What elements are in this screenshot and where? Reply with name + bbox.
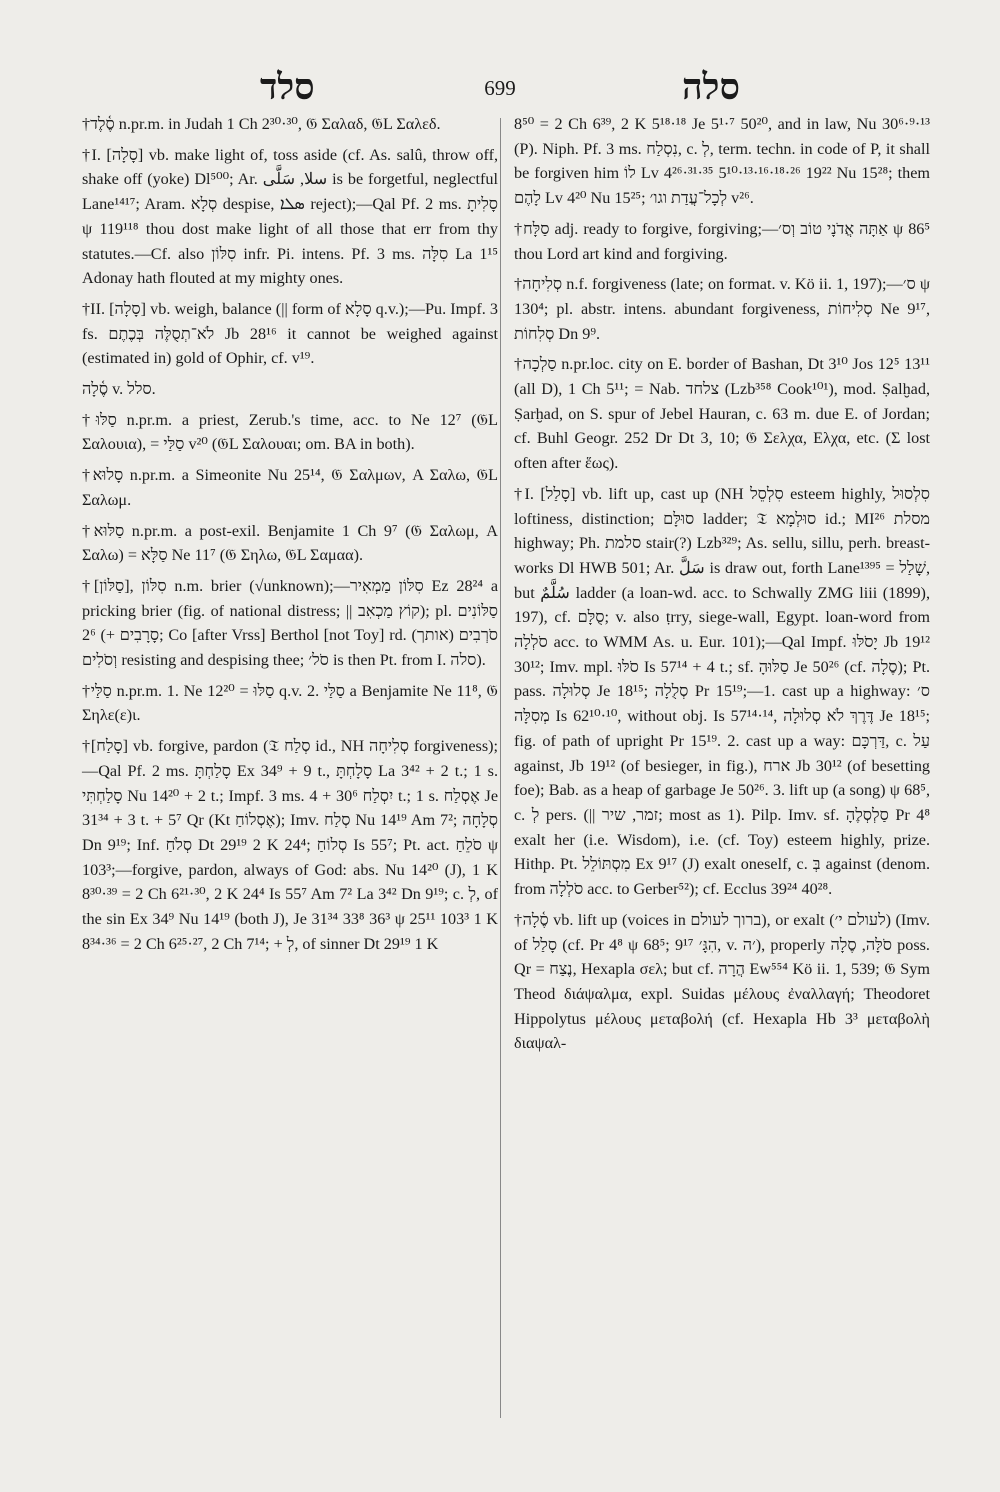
entry-text: †I. [סָלָה] vb. make light of, toss aside (cf. As. salû, throw off, shake off (yoke) Dl⁵⁰⁰; Ar. سلا, سَلَّى is be forgetful, neglectful Lane¹⁴¹⁷; Aram. סְלָא despise, ܣܠܐ reject);—Qal Pf. 2 ms. סָלִיתָ ψ 119¹¹⁸ thou dost make light of all those that err from thy statutes.—Cf. also סִלּוֹן infr. Pi. intens. Pf. 3 ms. סִלָּה La 1¹⁵ Adonay hath flouted at my mighty ones. — [82, 145, 499, 288]
lexicon-entry — [514, 272, 930, 346]
right-column — [514, 112, 930, 1062]
right-running-head: סלה — [681, 67, 740, 107]
column-divider — [500, 118, 501, 1418]
lexicon-entry — [82, 519, 498, 568]
lexicon-entry — [514, 352, 930, 476]
entry-text: סֶ֫לָה v. סלל. — [82, 380, 156, 399]
entry-text: †סְלִיחָה n.f. forgiveness (late; on format. v. Kö ii. 1, 197);—ס׳ ψ 130⁴; pl. abstr. intens. abundant forgiveness, סְלִיחוֹת Ne 9¹⁷, סְלִחוֹת Dn 9⁹. — [514, 275, 931, 343]
lexicon-entry — [82, 377, 498, 402]
entry-text: 8⁵⁰ = 2 Ch 6³⁹, 2 K 5¹⁸·¹⁸ Je 5¹·⁷ 50²⁰, and in law, Nu 30⁶·⁹·¹³ (P). Niph. Pf. 3 ms. נִסְלַח, c. לְ, term. techn. in code of P, it shall be forgiven him לוֹ Lv 4²⁶·³¹·³⁵ 5¹⁰·¹³·¹⁶·¹⁸·²⁶ 19²² Nu 15²⁸; them לָהֶם Lv 4²⁰ Nu 15²⁵; לְכָל־עֲדַת וגו׳ v²⁶. — [514, 115, 930, 208]
entry-text: †II. [סָלָה] vb. weigh, balance (|| form of סָלָא q.v.);—Pu. Impf. 3 fs. לֹא־תְסֻלֶּה בְּכֶתֶם Jb 28¹⁶ it cannot be weighed against (estimated in) gold of Ophir, cf. v¹⁹. — [82, 299, 498, 368]
entry-text: †סַלּוּ n.pr.m. a priest, Zerub.'s time, acc. to Ne 12⁷ (𝔊L Σαλουια), = סַלַּי v²⁰ (𝔊L Σαλουαι; om. BA in both). — [82, 410, 499, 454]
page-number: 699 — [484, 76, 516, 100]
lexicon-entry — [82, 463, 498, 512]
lexicon-entry — [82, 112, 498, 137]
lexicon-entry — [514, 112, 930, 211]
lexicon-entry — [514, 217, 930, 266]
left-running-head: סלד — [260, 67, 315, 107]
left-column — [82, 112, 498, 963]
lexicon-entry — [514, 908, 930, 1056]
entry-text: †סַלָּח adj. ready to forgive, forgiving;—אַתָּה אֲדֹנָי טוֹב וְס׳ ψ 86⁵ thou Lord art kind and forgiving. — [514, 219, 931, 263]
lexicon-entry — [514, 482, 930, 902]
lexicon-entry — [82, 679, 498, 728]
lexicon-entry — [82, 408, 498, 457]
entry-text: †סֶ֫לֶד n.pr.m. in Judah 1 Ch 2³⁰·³⁰, 𝔊 Σαλαδ, 𝔊L Σαλεδ. — [82, 115, 441, 133]
lexicon-entry — [82, 574, 498, 673]
page-header — [70, 66, 930, 116]
entry-text: †[סַלּוֹן], סִלּוֹן n.m. brier (√unknown);—סִלּוֹן מַמְאִיר Ez 28²⁴ a pricking brier (fig. of national distress; || קוֹץ מַכְאִב); pl. סַלּוֹנִים 2⁶ (+ סָרָבִים; Co [after Vrss] Berthol [not Toy] rd. (אותך) סֹרְבִים וְסֹלִים resisting and despising thee; סֹל׳ is then Pt. from I. סלה). — [82, 576, 499, 670]
entry-text: †[סָלַח] vb. forgive, pardon (𝔗 סְלַח id., NH סְלִיחָה forgiveness);—Qal Pf. 2 ms. סָלַחְתָּ Ex 34⁹ + 9 t., סָלָחְתָּ La 3⁴² + 2 t.; 1 s. סָלַחְתִּי Nu 14²⁰ + 2 t.; Impf. 3 ms. יִסְלַח 30⁶ + 4 t.; 1 s. אֶסְלַח Je 31³⁴ + 3 t. + 5⁷ Qr (Kt אֶסְלוֹחַ); Imv. סְלַח Nu 14¹⁹ Am 7²; סְלָחָה Dn 9¹⁹; Inf. סְלֹחַ Dt 29¹⁹ 2 K 24⁴; סְלוֹחַ Is 55⁷; Pt. act. סֹלֵחַ ψ 103³;—forgive, pardon, always of God: abs. Nu 14²⁰ (J), 1 K 8³⁰·³⁹ = 2 Ch 6²¹·³⁰, 2 K 24⁴ Is 55⁷ Am 7² La 3⁴² Dn 9¹⁹; c. לְ, of the sin Ex 34⁹ Nu 14¹⁹ (both J), Je 31³⁴ 33⁸ 36³ ψ 25¹¹ 103³ 1 K 8³⁴·³⁶ = 2 Ch 6²⁵·²⁷, 2 Ch 7¹⁴; + לְ, of sinner Dt 29¹⁹ 1 K — [82, 737, 499, 953]
entry-text: †סָלוּא n.pr.m. a Simeonite Nu 25¹⁴, 𝔊 Σαλμων, A Σαλω, 𝔊L Σαλωμ. — [82, 466, 498, 509]
entry-text: †סַלַּי n.pr.m. 1. Ne 12²⁰ = סַלּוּ q.v. 2. סַלַּי a Benjamite Ne 11⁸, 𝔊 Σηλε(ε)ι. — [82, 681, 499, 725]
lexicon-entry — [82, 297, 498, 371]
lexicon-entry — [82, 143, 498, 291]
entry-text: †סֶ֫לָה vb. lift up (voices in ברוך לעולם), or exalt (לעולם י׳) (Imv. of סָלַל (cf. Pr 4⁸ ψ 68⁵; הִגָּ׳ 9¹⁷, v. ׳ה), properly סֹלָּה, סֶלָה poss. Qr = נֶצַח, Hexapla σελ; but cf. הֲרָה Ew⁵⁵⁴ Kö ii. 1, 539; 𝔊 Sym Theod διάψαλμα, expl. Suidas μέλους ἐναλλαγή; Theodoret Hippolytus μέλους μεταβολή (cf. Hexapla Hb 3³ μεταβολὴ διαψαλ- — [514, 910, 931, 1053]
entry-text: †סַלְכָה n.pr.loc. city on E. border of Bashan, Dt 3¹⁰ Jos 12⁵ 13¹¹ (all D), 1 Ch 5¹¹; = Nab. צלחד (Lzb³⁵⁸ Cook¹⁰¹), mod. Ṣalḫad, Ṣarḫad, on S. spur of Jebel Hauran, c. 63 m. due E. of Jordan; cf. Buhl Geogr. 252 Dr Dt 3, 10; 𝔊 Σελχα, Ελχα, etc. (Σ lost often after ἕως). — [514, 355, 931, 473]
entry-text: †I. [סָלַל] vb. lift up, cast up (NH סִלְסֵל esteem highly, סִלְסוּל loftiness, distinction; סוּלָּם ladder; 𝔗 סוּלְמָא id.; MI²⁶ מסלת highway; Ph. סלמת stair(?) Lzb³²⁹; As. sellu, sillu, perh. breast-works Dl HWB 501; Ar. سَلَّ is draw out, forth Lane¹³⁹⁵ = שָׁלַל, but سُلَّمٌ ladder (a loan-wd. acc. to Schwally ZMG liii (1899), 197), cf. סֻלָּם; v. also ṭrry, siege-wall, Egypt. loan-word from סֹלְלָה acc. to WMM As. u. Eur. 101);—Qal Impf. יָסֹלּוּ Jb 19¹² 30¹²; Imv. mpl. סֹלּוּ Is 57¹⁴ + 4 t.; sf. סַלּוּהָ Je 50²⁶ (cf. סֶלָה); Pt. pass. סְלוּלָה Je 18¹⁵; סְלֻלָה Pr 15¹⁹;—1. cast up a highway: ס׳ מְסִלָּה Is 62¹⁰·¹⁰, without obj. Is 57¹⁴·¹⁴, דֶּרֶךְ לֹא סְלוּלָה Je 18¹⁵; fig. of path of upright Pr 15¹⁹. 2. cast up a way: דַּרְכָּם, c. עַל against, Jb 19¹² (of besieger, in fig.), ארח Jb 30¹² (of besetting foe); Bab. as a heap of garbage Je 50²⁶. 3. lift up (a song) ψ 68⁵, c. לְ pers. (|| זמר, שיר; most as 1). Pilp. Imv. sf. סַלְסְלֶהָ Pr 4⁸ exalt her (i.e. Wisdom), i.e. (cf. Toy) esteem highly, prize. Hithp. Pt. מִסְתּוֹלֵל Ex 9¹⁷ (J) exalt oneself, c. בְּ against (denom. from סֹלְלָה acc. to Gerber⁵²); cf. Ecclus 39²⁴ 40²⁸. — [514, 484, 931, 899]
lexicon-entry — [82, 734, 498, 956]
entry-text: †סַלּוּא n.pr.m. a post-exil. Benjamite 1 Ch 9⁷ (𝔊 Σαλωμ, A Σαλω) = סַלָּא Ne 11⁷ (𝔊 Σηλω, 𝔊L Σαμαα). — [82, 521, 499, 565]
